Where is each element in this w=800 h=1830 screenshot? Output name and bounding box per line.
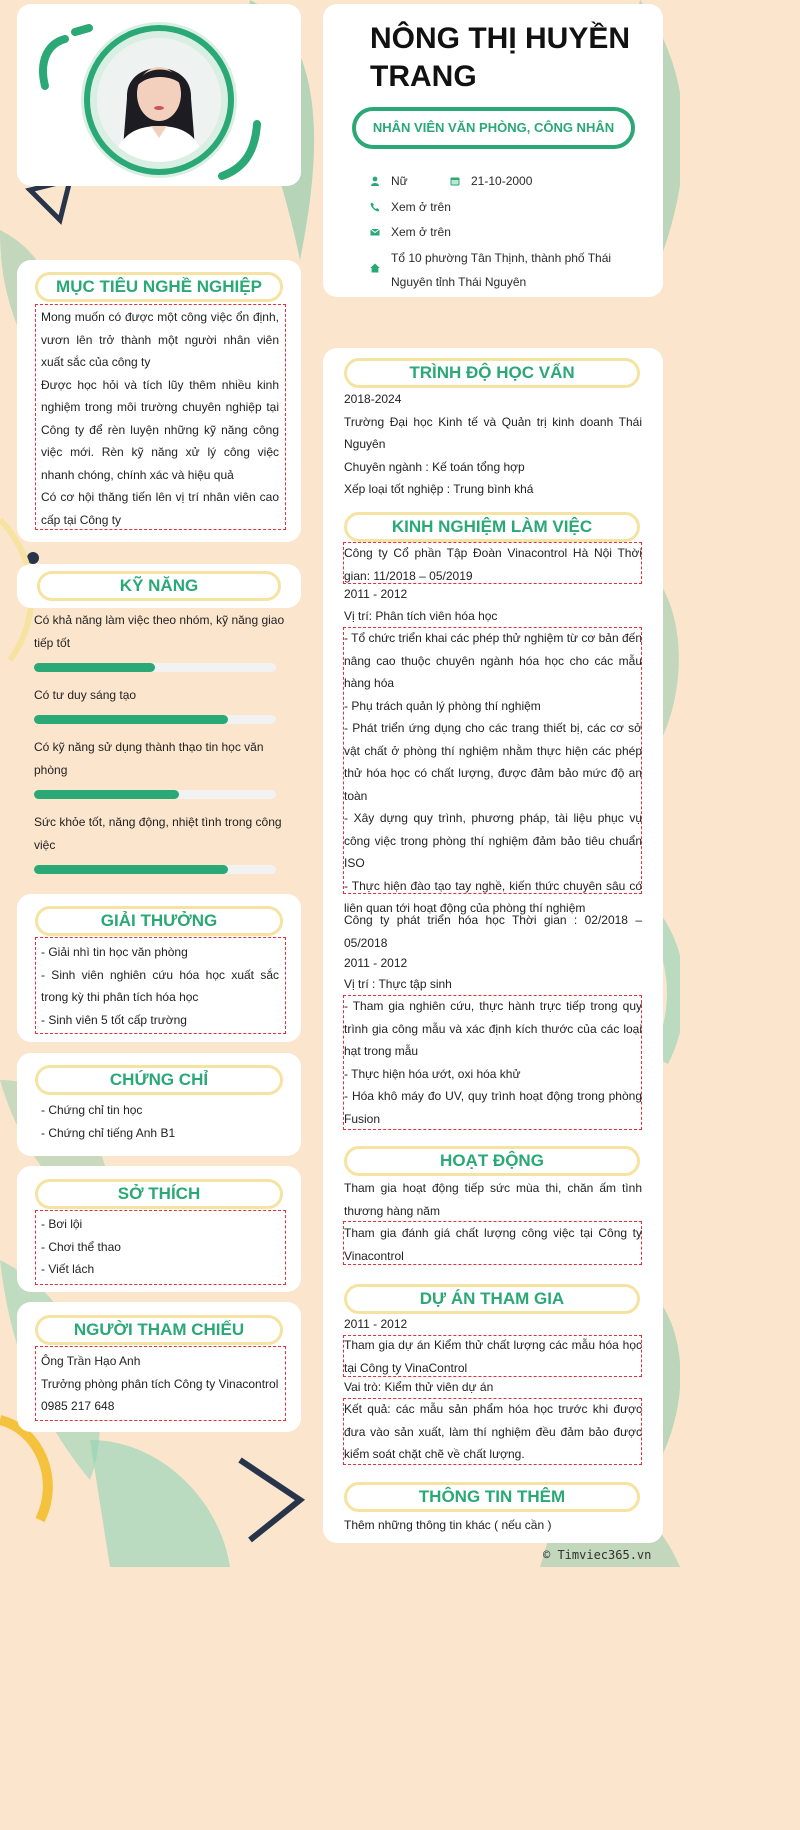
objective-p3: Có cơ hội thăng tiến lên vị trí nhân viên cao cấp tại Công ty <box>41 490 279 527</box>
watermark: © Timviec365.vn <box>543 1548 652 1562</box>
hobbies-text <box>41 1213 279 1281</box>
activity-1: Tham gia hoạt động tiếp sức mùa thi, chăn ấm tình thương hàng năm <box>344 1181 642 1218</box>
certificates-title: CHỨNG CHỈ <box>35 1065 283 1095</box>
email-icon <box>370 227 380 237</box>
project-desc: Tham gia dự án Kiểm thử chất lượng các mẫu hóa học tại Công ty VinaControl <box>344 1338 642 1375</box>
job1-role: Vị trí: Phân tích viên hóa học <box>344 609 498 623</box>
award-1: - Giải nhì tin học văn phòng <box>41 945 188 959</box>
address-value <box>391 247 611 294</box>
skill-bar-1 <box>34 663 276 672</box>
reference-text <box>41 1350 281 1418</box>
candidate-name <box>370 20 650 96</box>
projects-title: DỰ ÁN THAM GIA <box>344 1284 640 1314</box>
job2-detail-1: - Tham gia nghiên cứu, thực hành trực tiếp trong quy trình gia công mẫu và xác định kích thước của các loại hạt trong mẫu <box>344 999 642 1058</box>
position-badge: NHÂN VIÊN VĂN PHÒNG, CÔNG NHÂN <box>352 107 635 149</box>
photo-card <box>17 4 301 186</box>
skill-label-1: Có khả năng làm việc theo nhóm, kỹ năng giao tiếp tốt <box>34 613 285 650</box>
phone-icon <box>370 202 380 212</box>
award-2: - Sinh viên nghiên cứu hóa học xuất sắc trong kỳ thi phân tích hóa học <box>41 967 279 1004</box>
job1-detail-5: - Thực hiện đào tạo tay nghề, kiến thức chuyên sâu có liên quan tới hoạt động của phòng thí nghiệm <box>344 878 642 915</box>
certificate-2: - Chứng chỉ tiếng Anh B1 <box>41 1125 176 1140</box>
objective-title: MỤC TIÊU NGHỀ NGHIỆP <box>35 272 283 302</box>
phone-row <box>370 198 451 216</box>
job1-details <box>344 627 642 920</box>
reference-name: Ông Trần Hạo Anh <box>41 1354 141 1368</box>
person-icon <box>370 176 380 186</box>
address-line1: Tổ 10 phường Tân Thịnh, thành phố Thái <box>391 251 612 265</box>
skill-bar-2 <box>34 715 276 724</box>
email-value: Xem ở trên <box>391 225 451 239</box>
birthdate-value: 21-10-2000 <box>471 174 533 188</box>
objective-p1: Mong muốn có được một công việc ổn định, vươn lên trở thành một người nhân viên xuất sắc của công ty <box>41 310 279 369</box>
job1-detail-4: - Xây dựng quy trình, phương pháp, tài liệu phục vụ công việc trong phòng thí nghiệm đảm bảo tiêu chuẩn ISO <box>344 811 642 870</box>
awards-text <box>41 941 279 1031</box>
project-role: Vai trò: Kiểm thử viên dự án <box>344 1380 494 1394</box>
award-3: - Sinh viên 5 tốt cấp trường <box>41 1012 187 1027</box>
skill-fill-4 <box>34 865 228 874</box>
job1-years: 2011 - 2012 <box>344 587 408 601</box>
project-result: Kết quả: các mẫu sản phẩm hóa học trước khi được đưa vào sản xuất, làm thí nghiệm đều đảm bảo được kiểm soát chặt chẽ về chất lượng. <box>344 1402 642 1461</box>
education-major: Chuyên ngành : Kế toán tổng hợp <box>344 459 525 474</box>
education-text <box>344 388 642 501</box>
skill-fill-3 <box>34 790 179 799</box>
job1-detail-2: - Phụ trách quản lý phòng thí nghiệm <box>344 698 541 713</box>
job2-detail-3: - Hóa khô máy đo UV, quy trình hoạt động trong phòng Fusion <box>344 1089 642 1126</box>
home-icon <box>370 263 380 273</box>
reference-phone: 0985 217 648 <box>41 1399 115 1413</box>
email-row <box>370 223 451 241</box>
certificates-text <box>41 1099 279 1144</box>
job2-years: 2011 - 2012 <box>344 956 408 970</box>
gender-value: Nữ <box>391 174 408 188</box>
calendar-icon <box>450 176 460 186</box>
job2-detail-2: - Thực hiện hóa ướt, oxi hóa khử <box>344 1066 521 1081</box>
education-rank: Xếp loại tốt nghiệp : Trung bình khá <box>344 482 534 496</box>
education-school: Trường Đại học Kinh tế và Quản trị kinh doanh Thái Nguyên <box>344 414 642 451</box>
candidate-name-line1: NÔNG THỊ HUYỀN <box>370 22 631 55</box>
hobby-1: - Bơi lội <box>41 1217 83 1231</box>
objective-p2: Được học hỏi và tích lũy thêm nhiều kinh nghiệm trong môi trường chuyên nghiệp tại Công ty để rèn luyện những kỹ năng công việc mới. Rèn kỹ năng xử lý công việc nhanh chóng, chính xác và hiệu quả <box>41 377 279 482</box>
hobbies-title: SỞ THÍCH <box>35 1179 283 1209</box>
address-line2: Nguyên tỉnh Thái Nguyên <box>391 274 527 289</box>
address-row <box>370 247 611 294</box>
job2-details <box>344 995 642 1130</box>
hobby-3: - Viết lách <box>41 1262 95 1276</box>
skill-fill-2 <box>34 715 228 724</box>
project-years: 2011 - 2012 <box>344 1317 408 1331</box>
activities-title: HOẠT ĐỘNG <box>344 1146 640 1176</box>
education-years: 2018-2024 <box>344 392 402 406</box>
job2-company: Công ty phát triển hóa học Thời gian : 02/2018 – 05/2018 <box>344 913 642 950</box>
objective-text <box>41 306 279 531</box>
job1-company: Công ty Cổ phần Tập Đoàn Vinacontrol Hà Nội Thời gian: 11/2018 – 05/2019 <box>344 546 642 583</box>
job1-detail-3: - Phát triển ứng dụng cho các trang thiết bị, các cơ sở vật chất ở phòng thí nghiệm nhằm thực hiện các phép thử hóa học có chất lượng, được đảm bảo mức độ an toàn <box>344 721 642 803</box>
job2-role: Vị trí : Thực tập sinh <box>344 977 452 991</box>
awards-title: GIẢI THƯỞNG <box>35 906 283 936</box>
additional-text: Thêm những thông tin khác ( nếu cần ) <box>344 1518 552 1532</box>
job1-detail-1: - Tổ chức triển khai các phép thử nghiệm từ cơ bản đến nâng cao thuộc chuyên ngành hóa học cho các mẫu hàng hóa <box>344 631 642 690</box>
birthdate-row <box>450 172 532 190</box>
reference-title: NGƯỜI THAM CHIẾU <box>35 1315 283 1345</box>
skill-bar-4 <box>34 865 276 874</box>
skill-bar-3 <box>34 790 276 799</box>
activity-2: Tham gia đánh giá chất lượng công việc tại Công ty Vinacontrol <box>344 1226 642 1263</box>
skill-label-3: Có kỹ năng sử dụng thành thạo tin học văn phòng <box>34 740 264 777</box>
skill-label-2: Có tư duy sáng tạo <box>34 688 137 702</box>
skill-label-4: Sức khỏe tốt, năng động, nhiệt tình trong công việc <box>34 815 282 852</box>
additional-title: THÔNG TIN THÊM <box>344 1482 640 1512</box>
gender-row <box>370 172 408 190</box>
certificate-1: - Chứng chỉ tin học <box>41 1103 143 1117</box>
skills-title: KỸ NĂNG <box>37 571 281 601</box>
experience-title: KINH NGHIỆM LÀM VIỆC <box>344 512 640 542</box>
hobby-2: - Chơi thể thao <box>41 1239 121 1254</box>
skill-fill-1 <box>34 663 155 672</box>
candidate-name-line2: TRANG <box>370 60 477 93</box>
education-title: TRÌNH ĐỘ HỌC VẤN <box>344 358 640 388</box>
avatar <box>97 38 221 162</box>
phone-value: Xem ở trên <box>391 200 451 214</box>
reference-position: Trưởng phòng phân tích Công ty Vinacontrol <box>41 1376 279 1391</box>
